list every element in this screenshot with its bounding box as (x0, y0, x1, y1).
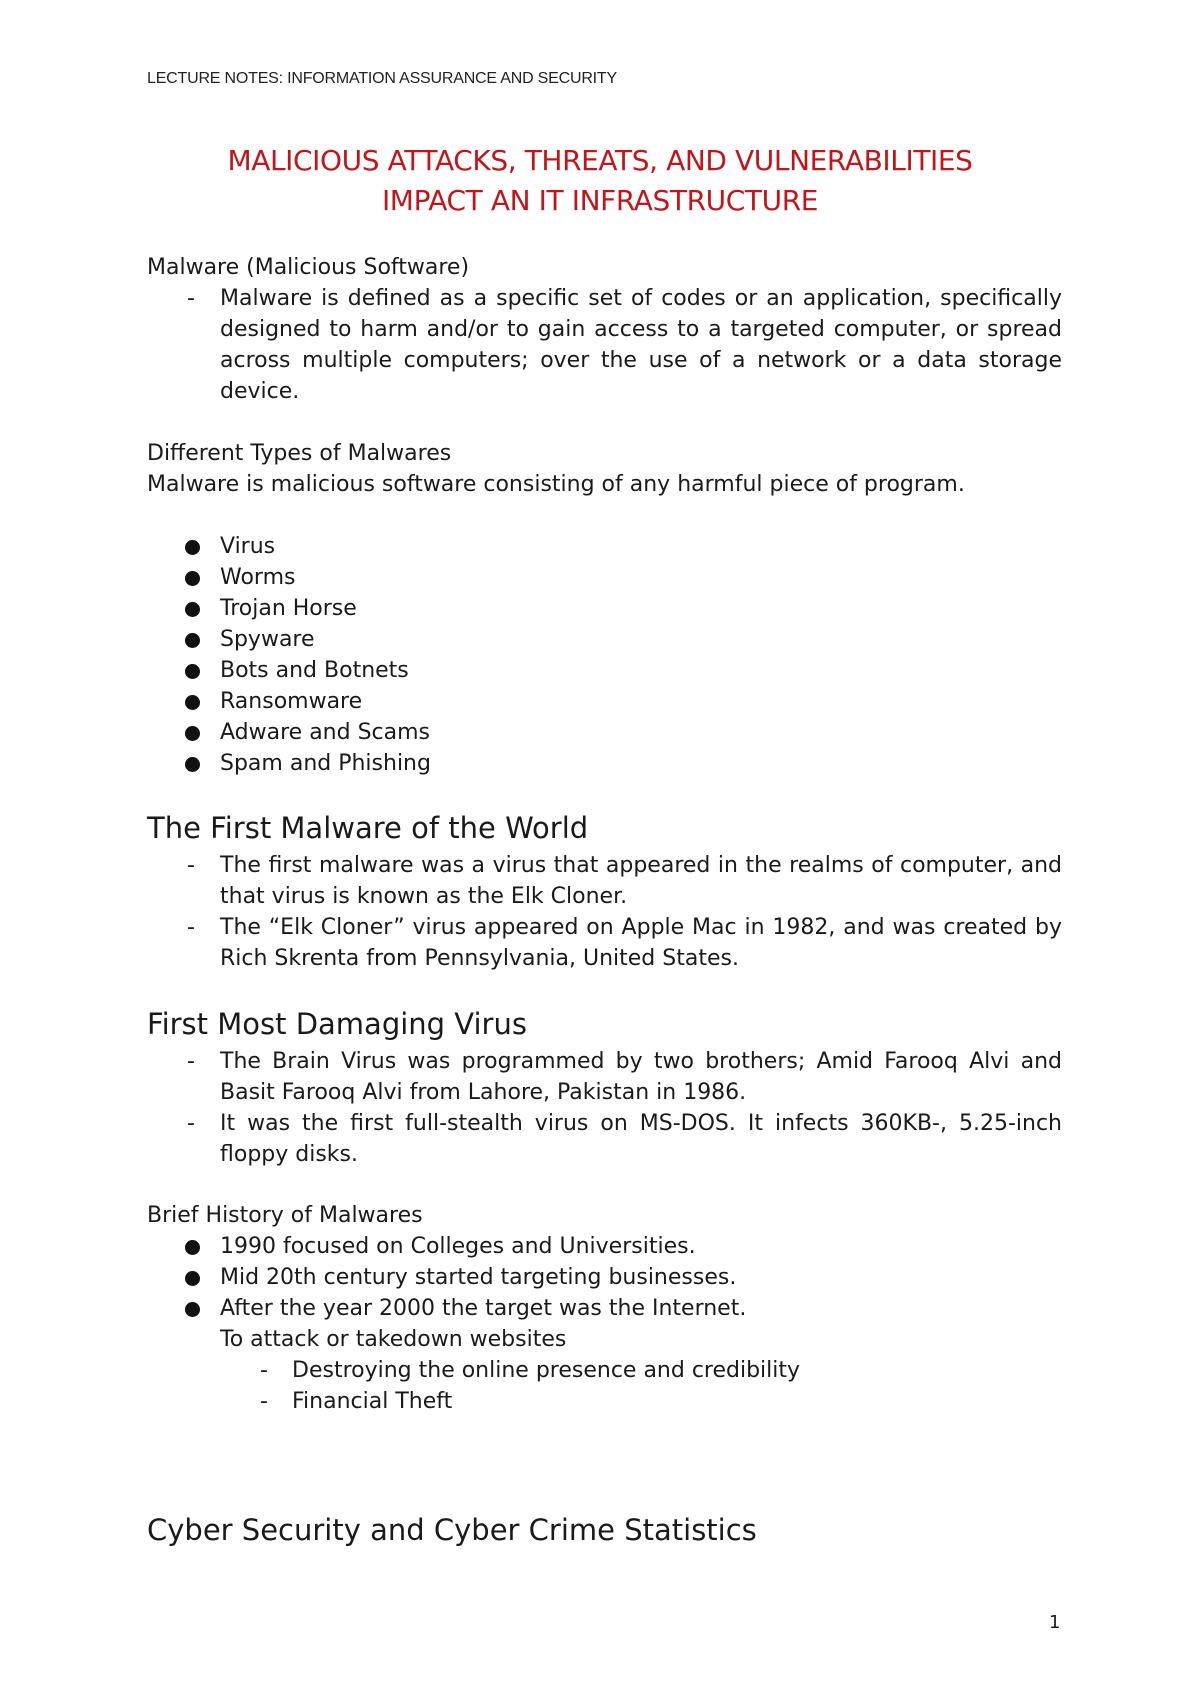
bullet-icon (185, 1271, 200, 1286)
bullet-icon (185, 664, 200, 679)
damaging-virus-heading: First Most Damaging Virus (147, 1007, 527, 1041)
list-item: Worms (147, 562, 1062, 593)
list-item: Spyware (147, 624, 1062, 655)
history-continuation: To attack or takedown websites (220, 1327, 567, 1352)
list-item: Adware and Scams (147, 717, 1062, 748)
bullet-icon (185, 571, 200, 586)
page-number: 1 (1049, 1612, 1061, 1633)
running-header: LECTURE NOTES: INFORMATION ASSURANCE AND SECURITY (147, 70, 617, 87)
list-item: - The Brain Virus was programmed by two brothers; Amid Farooq Alvi and Basit Farooq Alvi from Lahore, Pakistan in 1986. (147, 1046, 1062, 1108)
bullet-icon (185, 540, 200, 555)
list-item: - The “Elk Cloner” virus appeared on Apple Mac in 1982, and was created by Rich Skrenta from Pennsylvania, United States. (147, 912, 1062, 974)
malware-definition-label: Malware (Malicious Software) (147, 255, 470, 280)
bullet-icon (185, 1240, 200, 1255)
types-intro: Malware is malicious software consisting of any harmful piece of program. (147, 472, 965, 497)
list-item: - Destroying the online presence and credibility (147, 1355, 1062, 1386)
list-item: Virus (147, 531, 1062, 562)
page-title-line-1: MALICIOUS ATTACKS, THREATS, AND VULNERABILITIES (227, 144, 973, 177)
statistics-heading: Cyber Security and Cyber Crime Statistics (147, 1513, 757, 1547)
history-list (147, 1231, 1062, 1417)
bullet-icon (185, 695, 200, 710)
bullet-icon (185, 633, 200, 648)
bullet-icon (185, 726, 200, 741)
malware-definition-list (147, 283, 1062, 407)
bullet-icon (185, 602, 200, 617)
list-item: Trojan Horse (147, 593, 1062, 624)
list-item: - The first malware was a virus that appeared in the realms of computer, and that virus is known as the Elk Cloner. (147, 850, 1062, 912)
history-label: Brief History of Malwares (147, 1203, 423, 1228)
first-malware-list (147, 850, 1062, 974)
list-item: Ransomware (147, 686, 1062, 717)
list-item: - It was the first full-stealth virus on MS-DOS. It infects 360KB-, 5.25-inch floppy disks. (147, 1108, 1062, 1170)
list-item: - Financial Theft (147, 1386, 1062, 1417)
damaging-virus-list (147, 1046, 1062, 1170)
malware-types-list (147, 531, 1062, 779)
list-item: Bots and Botnets (147, 655, 1062, 686)
list-item: After the year 2000 the target was the Internet. (147, 1293, 1062, 1324)
page-title-line-2: IMPACT AN IT INFRASTRUCTURE (381, 184, 819, 217)
list-item: 1990 focused on Colleges and Universities. (147, 1231, 1062, 1262)
bullet-icon (185, 1302, 200, 1317)
first-malware-heading: The First Malware of the World (147, 811, 589, 845)
bullet-icon (185, 757, 200, 772)
malware-definition-item: - Malware is defined as a specific set of codes or an application, specifically designed to harm and/or to gain access to a targeted computer, or spread across multiple computers; over the use of a network or a data storage device. (147, 283, 1062, 407)
list-item: Spam and Phishing (147, 748, 1062, 779)
list-item: Mid 20th century started targeting businesses. (147, 1262, 1062, 1293)
types-label: Different Types of Malwares (147, 441, 452, 466)
